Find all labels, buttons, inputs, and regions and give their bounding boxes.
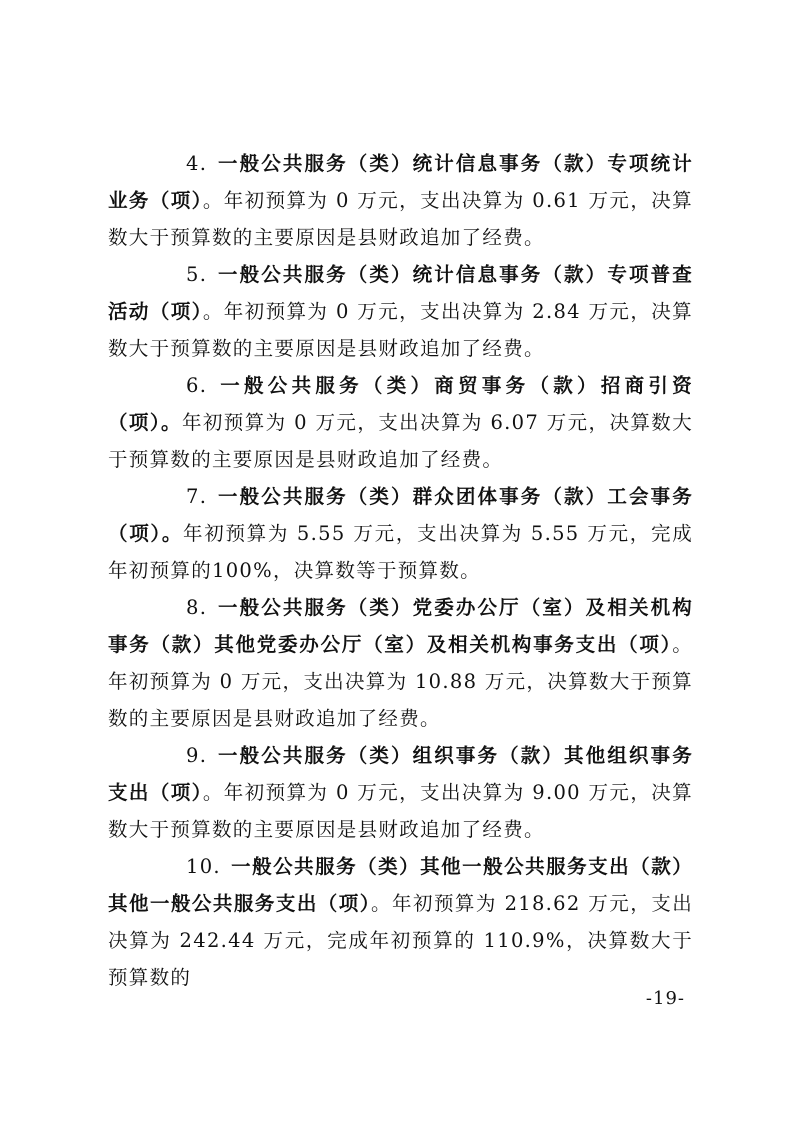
item-body: 。年初预算为 0 万元，支出决算为 10.88 万元，决算数大于预算数的主要原因是县财政追加了经费。: [108, 633, 693, 730]
item-body: 年初预算为 0 万元，支出决算为 6.07 万元，决算数大于预算数的主要原因是县财政追加了经费。: [108, 411, 693, 471]
item-heading: 一般公共服务（类）统计信息事务（款）专项普查活动（项）: [108, 263, 693, 323]
item-heading: 一般公共服务（类）统计信息事务（款）专项统计业务（项）: [108, 152, 693, 212]
item-body: 。年初预算为 0 万元，支出决算为 9.00 万元，决算数大于预算数的主要原因是县财政追加了经费。: [108, 781, 693, 841]
item-body: 。年初预算为 0 万元，支出决算为 0.61 万元，决算数大于预算数的主要原因是县财政追加了经费。: [108, 189, 693, 249]
item-heading: 一般公共服务（类）组织事务（款）其他组织事务支出（项）: [108, 744, 693, 804]
item-number: 9.: [186, 744, 208, 767]
item-body: 。年初预算为 218.62 万元，支出决算为 242.44 万元，完成年初预算的 110.9%，决算数大于预算数的: [108, 892, 693, 989]
item-heading: 一般公共服务（类）其他一般公共服务支出（款）其他一般公共服务支出（项）: [108, 855, 693, 915]
paragraph-item-5: [108, 256, 693, 367]
paragraph-item-10: [108, 848, 693, 996]
item-heading: 一般公共服务（类）商贸事务（款）招商引资（项）。: [108, 374, 693, 434]
item-number: 10.: [186, 855, 221, 878]
paragraph-item-8: [108, 589, 693, 737]
page-number: -19-: [645, 988, 685, 1009]
item-number: 6.: [186, 374, 208, 397]
item-number: 5.: [186, 263, 208, 286]
item-body: 。年初预算为 0 万元，支出决算为 2.84 万元，决算数大于预算数的主要原因是县财政追加了经费。: [108, 300, 693, 360]
item-heading: 一般公共服务（类）群众团体事务（款）工会事务（项）。: [108, 485, 693, 545]
item-body: 年初预算为 5.55 万元，支出决算为 5.55 万元，完成年初预算的100%，决算数等于预算数。: [108, 522, 693, 582]
item-number: 8.: [186, 596, 208, 619]
item-number: 4.: [186, 152, 208, 175]
paragraph-item-6: [108, 367, 693, 478]
paragraph-item-7: [108, 478, 693, 589]
body-text: [108, 145, 693, 996]
item-heading: 一般公共服务（类）党委办公厅（室）及相关机构事务（款）其他党委办公厅（室）及相关机构事务支出（项）: [108, 596, 693, 656]
item-number: 7.: [186, 485, 208, 508]
paragraph-item-9: [108, 737, 693, 848]
paragraph-item-4: [108, 145, 693, 256]
